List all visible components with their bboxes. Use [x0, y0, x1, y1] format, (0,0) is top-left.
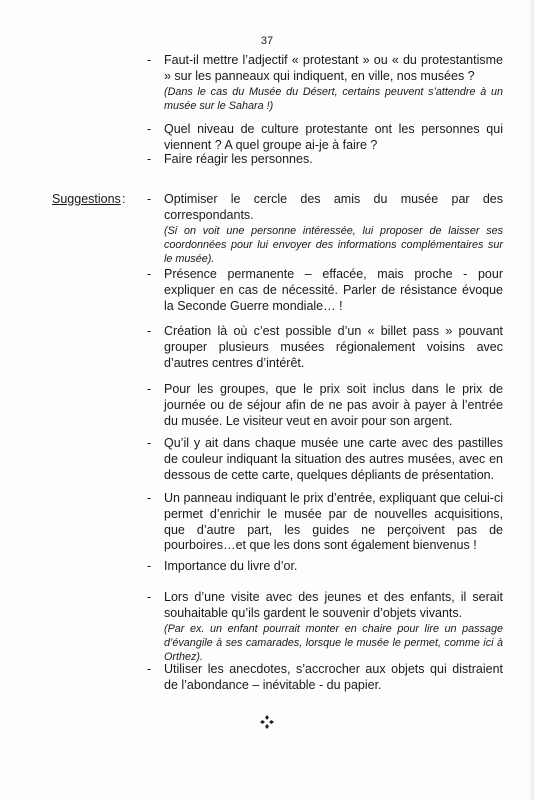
bullet-dash: -	[147, 559, 152, 573]
list-item-text: Création là où c’est possible d’un « billet pass » pouvant grouper plusieurs musées régionalement voisins avec d’autres centres d’intérêt.	[164, 324, 503, 370]
bullet-dash: -	[147, 436, 152, 450]
list-item-text: Quel niveau de culture protestante ont les personnes qui viennent ? A quel groupe ai-je à faire ?	[164, 122, 503, 152]
bullet-dash: -	[147, 53, 152, 67]
suggestions-colon: :	[122, 192, 126, 206]
bullet-dash: -	[147, 662, 152, 676]
list-item-text: Présence permanente – effacée, mais proche - pour expliquer en cas de nécessité. Parler de résistance évoque la Seconde Guerre mondiale… !	[164, 267, 503, 313]
list-item	[147, 192, 503, 266]
list-item	[147, 53, 503, 113]
list-item	[147, 152, 503, 168]
ornament-icon	[260, 715, 274, 729]
bullet-dash: -	[147, 590, 152, 604]
list-item	[147, 436, 503, 483]
list-item	[147, 122, 503, 154]
bullet-dash: -	[147, 192, 152, 206]
bullet-dash: -	[147, 491, 152, 505]
list-item	[147, 590, 503, 664]
list-item	[147, 324, 503, 371]
bullet-dash: -	[147, 267, 152, 281]
suggestions-heading: Suggestions	[52, 192, 121, 206]
list-item-text: Pour les groupes, que le prix soit inclus dans le prix de journée ou de séjour afin de ne pas avoir à payer à l’entrée du musée. Le visiteur veut en avoir pour son argent.	[164, 382, 503, 428]
list-item-text: Optimiser le cercle des amis du musée par des correspondants.	[164, 192, 503, 222]
list-item-text: Importance du livre d’or.	[164, 559, 298, 573]
list-item-note: (Si on voit une personne intéressée, lui proposer de laisser ses coordonnées pour lui envoyer des informations complémentaires sur le musée).	[164, 224, 503, 265]
list-item-note: (Dans le cas du Musée du Désert, certains peuvent s’attendre à un musée sur le Sahara !)	[164, 85, 503, 112]
bullet-dash: -	[147, 152, 152, 166]
list-item-text: Faut-il mettre l’adjectif « protestant » ou « du protestantisme » sur les panneaux qui indiquent, en ville, nos musées ?	[164, 53, 503, 83]
list-item	[147, 267, 503, 314]
list-item-text: Lors d’une visite avec des jeunes et des enfants, il serait souhaitable qu’ils gardent le souvenir d’objets vivants.	[164, 590, 503, 620]
page-number: 37	[260, 35, 274, 47]
list-item-text: Faire réagir les personnes.	[164, 152, 313, 166]
list-item	[147, 559, 503, 575]
bullet-dash: -	[147, 324, 152, 338]
list-item	[147, 382, 503, 429]
list-item-note: (Par ex. un enfant pourrait monter en chaire pour lire un passage d’évangile à ses camarades, lorsque le musée le permet, comme ici à Orthez).	[164, 622, 503, 663]
bullet-dash: -	[147, 382, 152, 396]
list-item-text: Un panneau indiquant le prix d’entrée, expliquant que celui-ci permet d’enrichir le musée par de nouvelles acquisitions, que d’autre part, les guides ne perçoivent pas de pourboires…et que les dons sont également bienvenus !	[164, 491, 503, 553]
list-item-text: Qu’il y ait dans chaque musée une carte avec des pastilles de couleur indiquant la situation des autres musées, avec en dessous de cette carte, quelques dépliants de présentation.	[164, 436, 503, 482]
page-edge-shadow	[528, 0, 534, 800]
list-item	[147, 662, 503, 694]
bullet-dash: -	[147, 122, 152, 136]
list-item-text: Utiliser les anecdotes, s’accrocher aux objets qui distraient de l’abondance – inévitable - du papier.	[164, 662, 503, 692]
list-item	[147, 491, 503, 554]
